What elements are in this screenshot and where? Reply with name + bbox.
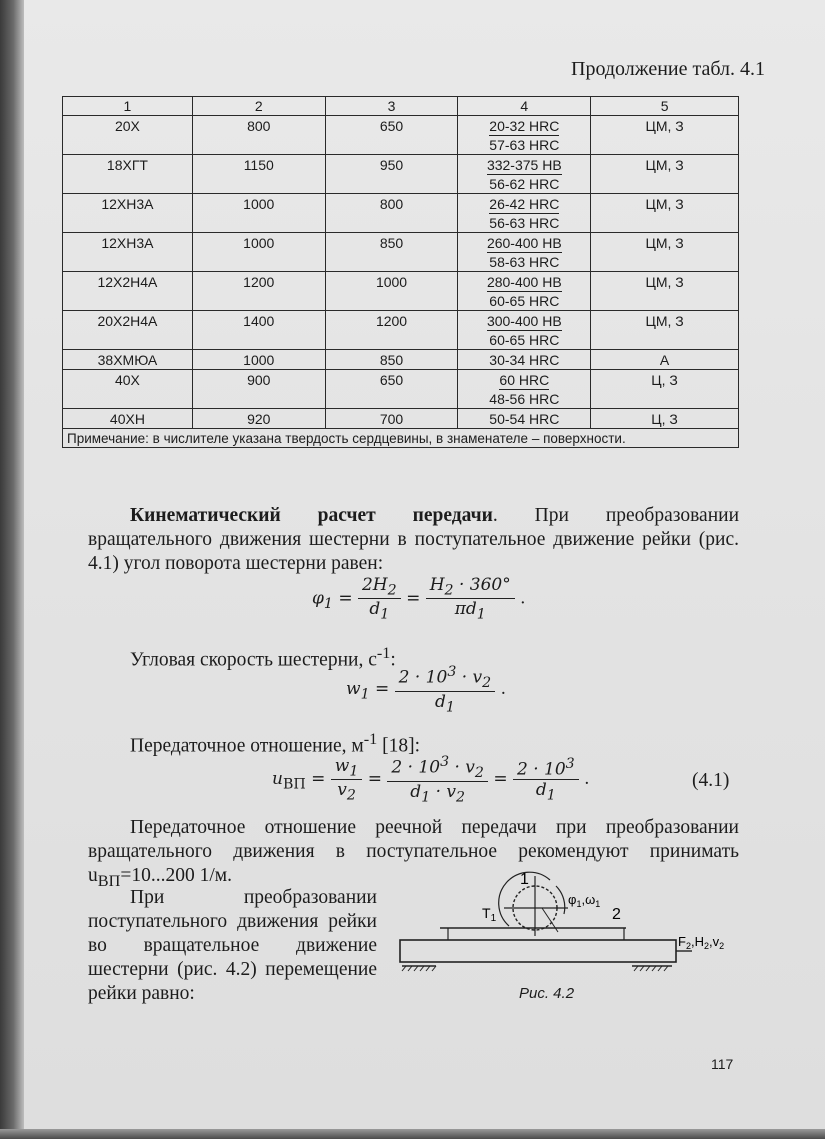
hardness-core: 60 HRC (499, 372, 550, 388)
formula-u: $u_{ВП}$ = $\frac{w_1}{v_2}$ = $\frac{2 \cdot 10^3 \cdot v_2}{d_1 \cdot v_2}$ = $\frac{2 \cdot 10^3}{d_1}$ . (272, 754, 590, 806)
formula-subscript: 1 (445, 699, 455, 716)
materials-table (62, 96, 739, 448)
formula-term: w (334, 755, 350, 776)
formula-term: 2 · 10 (517, 759, 566, 780)
treatment-cell: ЦМ, З (591, 272, 739, 311)
treatment-cell: ЦМ, З (591, 194, 739, 233)
paragraph-text: : (390, 649, 396, 671)
label-gear: 1 (520, 871, 529, 888)
formula-term: d (410, 782, 422, 803)
fraction (358, 575, 401, 623)
table-cell: 1000 (325, 272, 458, 311)
treatment-cell: Ц, З (591, 409, 739, 429)
formula-term: v (337, 780, 347, 801)
formula-subscript: 2 (444, 582, 454, 599)
formula-subscript: 1 (360, 686, 370, 703)
formula-superscript: 3 (447, 664, 457, 680)
formula-term: 2 · 10 (398, 667, 448, 688)
formula-subscript: 2 (346, 787, 356, 804)
steel-grade: 20Х2Н4А (63, 311, 193, 350)
paragraph-kinematic (88, 504, 739, 576)
page-bottom-edge (0, 1129, 825, 1139)
formula-term: H (429, 575, 445, 595)
table-cell: 1400 (192, 311, 325, 350)
hardness-surface: 57-63 HRC (489, 137, 560, 153)
paragraph-rack-motion: При преобразовании поступательного движения рейки во вращательное движение шестерни (рис. 4.2) перемещение рейки равно: (88, 887, 377, 1004)
formula-superscript: 3 (565, 755, 575, 772)
formula-term: d (535, 780, 547, 801)
table-row (63, 155, 739, 194)
fraction (395, 664, 496, 715)
formula-subscript: 1 (546, 787, 556, 804)
treatment-cell: ЦМ, З (591, 311, 739, 350)
hardness-core: 280-400 НВ (486, 274, 562, 290)
hardness-cell (458, 116, 591, 155)
table-row (63, 409, 739, 429)
steel-grade: 38ХМЮА (63, 350, 193, 370)
table-cell: 900 (192, 370, 325, 409)
hardness-core: 26-42 HRC (489, 196, 560, 212)
treatment-cell: А (591, 350, 739, 370)
formula-subscript: 2 (387, 582, 397, 599)
hardness-core: 300-400 НВ (486, 313, 562, 329)
label-rack: 2 (612, 906, 621, 923)
fraction (426, 575, 515, 623)
hardness-core: 332-375 НВ (486, 157, 562, 173)
hardness-surface: 56-62 HRC (489, 176, 560, 192)
formula-subscript: 2 (456, 789, 466, 806)
formula-subscript: 1 (349, 763, 359, 780)
column-header: 4 (458, 97, 591, 116)
steel-grade: 12Х2Н4А (63, 272, 193, 311)
formula-symbol: u (272, 769, 283, 790)
hardness-cell (458, 370, 591, 409)
column-header: 3 (325, 97, 458, 116)
formula-subscript: 1 (380, 606, 390, 623)
table-cell: 950 (325, 155, 458, 194)
table-cell: 1200 (192, 272, 325, 311)
book-spine-shadow (0, 0, 24, 1139)
formula-subscript: 1 (323, 595, 333, 612)
steel-grade: 40ХН (63, 409, 193, 429)
rack-pinion-diagram (392, 862, 752, 982)
fraction (387, 754, 488, 805)
table-note-row (63, 429, 739, 448)
column-header: 2 (192, 97, 325, 116)
subscript: ВП (97, 871, 121, 890)
support-hatching (634, 966, 668, 971)
table-cell: 1150 (192, 155, 325, 194)
formula-subscript: 1 (476, 606, 486, 623)
formula-term: · 360° (453, 575, 511, 595)
hardness-cell (458, 311, 591, 350)
hardness-cell: 50-54 HRC (458, 409, 591, 429)
section-heading: Кинематический расчет передачи (130, 505, 493, 526)
formula-term: d (434, 692, 446, 713)
table-cell: 1200 (325, 311, 458, 350)
table-cell: 650 (325, 370, 458, 409)
formula-term: πd (454, 599, 477, 620)
label-torque: $T_1$ (482, 905, 497, 924)
hardness-cell (458, 272, 591, 311)
paragraph-text: Передаточное отношение реечной передачи при преобразовании вращательного движения в поступательное рекомендуют принимать u (88, 817, 739, 886)
label-force: $F_2,H_2,v_2$ (678, 934, 725, 951)
table-cell: 1000 (192, 194, 325, 233)
table-continuation-label: Продолжение табл. 4.1 (571, 58, 765, 80)
formula-term: · v (430, 782, 457, 803)
hardness-cell (458, 233, 591, 272)
hardness-surface: 60-65 HRC (489, 332, 560, 348)
table-cell: 850 (325, 233, 458, 272)
table-row (63, 233, 739, 272)
label-angle-omega: $\varphi_1,\omega_1$ (568, 892, 601, 909)
hardness-cell (458, 155, 591, 194)
formula-symbol: w (346, 679, 361, 700)
hardness-surface: 60-65 HRC (489, 293, 560, 309)
hardness-surface: 56-63 HRC (489, 215, 560, 231)
rack-body (400, 940, 676, 962)
table-cell: 1000 (192, 233, 325, 272)
formula-phi: $\varphi_1$ = $\frac{2H_2}{d_1}$ = $\frac{H_2 \cdot 360^\circ}{\pi d_1}$ . (312, 575, 526, 623)
table-cell: 800 (192, 116, 325, 155)
steel-grade: 20Х (63, 116, 193, 155)
hardness-core: 260-400 НВ (486, 235, 562, 251)
hardness-surface: 48-56 HRC (489, 391, 560, 407)
formula-subscript: 1 (421, 789, 431, 806)
table-row (63, 370, 739, 409)
table-cell: 920 (192, 409, 325, 429)
formula-term: 2H (361, 575, 388, 595)
table-cell: 850 (325, 350, 458, 370)
table-row (63, 272, 739, 311)
formula-term: · v (456, 667, 483, 688)
formula-subscript: 2 (474, 765, 484, 782)
paragraph-text: Передаточное отношение, м (130, 735, 364, 757)
table-cell: 1000 (192, 350, 325, 370)
table-note: Примечание: в числителе указана твердость сердцевины, в знаменателе – поверхности. (63, 429, 739, 448)
table-cell: 700 (325, 409, 458, 429)
formula-subscript: ВП (282, 776, 306, 793)
figure-caption: Рис. 4.2 (519, 985, 575, 1002)
formula-subscript: 2 (482, 675, 492, 692)
table-row (63, 116, 739, 155)
formula-term: d (369, 599, 381, 620)
table-cell: 800 (325, 194, 458, 233)
treatment-cell: Ц, З (591, 370, 739, 409)
steel-grade: 40Х (63, 370, 193, 409)
superscript: -1 (376, 644, 391, 662)
hardness-cell: 30-34 HRC (458, 350, 591, 370)
steel-grade: 12ХН3А (63, 233, 193, 272)
treatment-cell: ЦМ, З (591, 155, 739, 194)
treatment-cell: ЦМ, З (591, 233, 739, 272)
formula-omega: $w_1$ = $\frac{2 \cdot 10^3 \cdot v_2}{d_1}$ . (346, 664, 506, 716)
hardness-core: 20-32 HRC (489, 118, 560, 134)
table-row (63, 194, 739, 233)
table-cell: 650 (325, 116, 458, 155)
treatment-cell: ЦМ, З (591, 116, 739, 155)
superscript: -1 (363, 730, 378, 748)
fraction (331, 756, 363, 804)
paragraph-text: . При преобразовании вращательного движения шестерни в поступательное движение рейки (рис. 4.1) угол поворота шестерни равен: (88, 505, 740, 574)
steel-grade: 12ХН3А (63, 194, 193, 233)
column-header: 5 (591, 97, 739, 116)
paragraph-text: =10...200 1/м. (120, 865, 232, 886)
formula-term: 2 · 10 (391, 757, 441, 778)
paragraph-text: Угловая скорость шестерни, с (130, 649, 377, 671)
formula-symbol: φ (312, 588, 324, 609)
equation-number: (4.1) (692, 770, 730, 791)
paragraph-text: [18]: (377, 735, 421, 757)
steel-grade: 18ХГТ (63, 155, 193, 194)
column-header: 1 (63, 97, 193, 116)
table-row (63, 350, 739, 370)
formula-superscript: 3 (440, 754, 450, 770)
table-row (63, 311, 739, 350)
page-number: 117 (711, 1056, 734, 1072)
formula-term: · v (449, 757, 475, 778)
fraction (513, 756, 579, 804)
hardness-cell (458, 194, 591, 233)
support-hatching (402, 966, 436, 971)
table-header-row (63, 97, 739, 116)
hardness-surface: 58-63 HRC (489, 254, 560, 270)
